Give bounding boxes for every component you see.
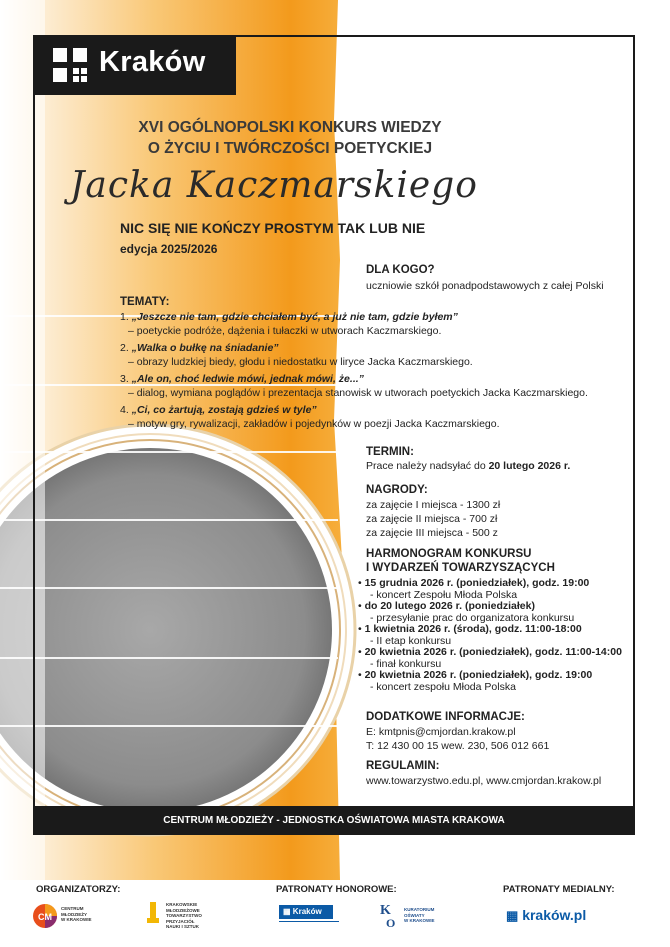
svg-text:CM: CM — [38, 912, 52, 922]
krakow-logo — [33, 35, 236, 95]
ko-line: KURATORIUM — [404, 907, 435, 912]
krakow-grid-icon — [53, 48, 87, 82]
schedule-item: • 20 kwietnia 2026 r. (poniedziałek), godz. 11:00-14:00 - finał konkursu — [358, 646, 622, 670]
harmonogram-heading-line-2: I WYDARZEŃ TOWARZYSZĄCYCH — [366, 562, 555, 574]
topic-item — [120, 310, 590, 338]
termin-date: 20 lutego 2026 r. — [488, 460, 571, 472]
topic-number: 4. — [120, 404, 129, 416]
schedule-item: • 1 kwietnia 2026 r. (środa), godz. 11:00-18:00 - II etap konkursu — [358, 623, 582, 647]
schedule-item: • 15 grudnia 2026 r. (poniedziałek), godz. 19:00 - koncert Zespołu Młoda Polska — [358, 577, 590, 601]
topic-desc: – motyw gry, rywalizacji, zakładów i pojedynków w poezji Jacka Kaczmarskiego. — [128, 418, 500, 430]
topic-item — [120, 403, 590, 431]
topic-number: 3. — [120, 373, 129, 385]
topic-number: 2. — [120, 342, 129, 354]
termin-heading: TERMIN: — [366, 446, 414, 458]
regulamin-links[interactable]: www.towarzystwo.edu.pl, www.cmjordan.krakow.pl — [366, 775, 602, 787]
kmtpnis-torch-icon — [146, 900, 160, 924]
termin-prefix: Prace należy nadsyłać do — [366, 460, 489, 472]
kmtpnis-logo — [146, 900, 202, 929]
ktm-line: PRZYJACIÓŁ — [166, 918, 195, 924]
contact-phone: T: 12 430 00 15 wew. 230, 506 012 661 — [366, 740, 550, 752]
contact-email[interactable]: E: kmtpnis@cmjordan.krakow.pl — [366, 726, 516, 738]
ktm-line: TOWARZYSTWO — [166, 913, 202, 918]
schedule-list — [358, 578, 622, 693]
harmonogram-heading-line-1: HARMONOGRAM KONKURSU — [366, 548, 532, 560]
kuratorium-logo — [378, 901, 435, 934]
ktm-line: NAUKI I SZTUK — [166, 924, 199, 929]
dla-kogo-text: uczniowie szkół ponadpodstawowych z całej Polski — [366, 280, 604, 292]
schedule-desc: - przesyłanie prac do organizatora konkursu — [370, 611, 575, 624]
krakow-pl-grid-icon: ▦ — [506, 908, 519, 923]
topic-title: „Jeszcze nie tam, gdzie chciałem być, a już nie tam, gdzie byłem” — [131, 311, 458, 323]
topic-desc: – poetyckie podróże, dążenia i tułaczki w utworach Kaczmarskiego. — [128, 325, 442, 337]
subtitle: NIC SIĘ NIE KOŃCZY PROSTYM TAK LUB NIE — [120, 220, 426, 236]
schedule-desc: - koncert Zespołu Młoda Polska — [370, 588, 518, 601]
dla-kogo-heading: DLA KOGO? — [366, 264, 435, 276]
topic-desc: – dialog, wymiana poglądów i prezentacja stanowisk w utworach poetyckich Jacka Kaczmarskiego. — [128, 387, 588, 399]
cm-line: W KRAKOWIE — [61, 917, 92, 922]
ktm-line: MŁODZIEŻOWE — [166, 907, 200, 913]
schedule-date: 1 kwietnia 2026 r. (środa), godz. 11:00-18:00 — [364, 623, 582, 635]
schedule-date: 20 kwietnia 2026 r. (poniedziałek), godz. 11:00-14:00 — [364, 646, 622, 658]
topic-number: 1. — [120, 311, 129, 323]
title-line-2: O ŻYCIU I TWÓRCZOŚCI POETYCKIEJ — [147, 140, 433, 157]
ko-line: OŚWIATY — [404, 912, 425, 918]
topic-title: „Ale on, choć ledwie mówi, jednak mówi, że...” — [131, 373, 364, 385]
schedule-desc: - II etap konkursu — [370, 634, 452, 647]
harmonogram-heading — [366, 547, 555, 575]
svg-text:K: K — [380, 903, 391, 918]
topic-item — [120, 372, 590, 400]
schedule-date: do 20 lutego 2026 r. (poniedziałek) — [364, 600, 535, 612]
prize-item: za zajęcie III miejsca - 500 z — [366, 527, 498, 539]
termin-text — [366, 459, 570, 473]
title-line-1: XVI OGÓLNOPOLSKI KONKURS WIEDZY — [138, 119, 442, 136]
topic-title: „Walka o bułkę na śniadanie” — [131, 342, 279, 354]
ko-emblem-icon — [378, 901, 400, 929]
organizatorzy-heading: ORGANIZATORZY: — [36, 884, 121, 895]
edition: edycja 2025/2026 — [120, 242, 218, 256]
tematy-heading: TEMATY: — [120, 296, 170, 308]
schedule-item: • do 20 lutego 2026 r. (poniedziałek) - przesyłanie prac do organizatora konkursu — [358, 600, 575, 624]
svg-text:O: O — [386, 916, 396, 929]
cm-line: MŁODZIEŻY — [61, 911, 87, 917]
patronaty-medialny-heading: PATRONATY MEDIALNY: — [503, 884, 615, 895]
name-script: Jacka Kaczmarskiego — [70, 165, 478, 206]
dodatkowe-heading: DODATKOWE INFORMACJE: — [366, 711, 525, 723]
krakow-pl-logo — [506, 907, 586, 924]
prize-item: za zajęcie II miejsca - 700 zł — [366, 513, 498, 525]
topic-item — [120, 341, 590, 369]
cm-line: CENTRUM — [61, 906, 84, 911]
krakow-honorary-underline — [279, 921, 339, 926]
prize-item: za zajęcie I miejsca - 1300 zł — [366, 499, 501, 511]
regulamin-heading: REGULAMIN: — [366, 760, 440, 772]
ko-line: W KRAKOWIE — [404, 918, 435, 923]
centrum-mlodziezy-logo — [32, 903, 92, 934]
topic-desc: – obrazy ludzkiej biedy, głodu i niedostatku w liryce Jacka Kaczmarskiego. — [128, 356, 473, 368]
schedule-date: 15 grudnia 2026 r. (poniedziałek), godz. 19:00 — [364, 577, 590, 589]
tematy-list — [120, 310, 590, 431]
schedule-desc: - finał konkursu — [370, 657, 442, 670]
logo-text: Kraków — [99, 46, 206, 78]
krakow-honorary-logo — [279, 905, 333, 919]
schedule-desc: - koncert zespołu Młoda Polska — [370, 680, 516, 693]
nagrody-list — [366, 498, 500, 540]
schedule-date: 20 kwietnia 2026 r. (poniedziałek), godz. 19:00 — [364, 669, 593, 681]
krakow-grid-icon: ▦ — [283, 907, 291, 916]
krakow-pl-text: kraków.pl — [522, 907, 587, 923]
footer-bar: CENTRUM MŁODZIEŻY - JEDNOSTKA OŚWIATOWA MIASTA KRAKOWA — [33, 806, 635, 835]
patronaty-honorowe-heading: PATRONATY HONOROWE: — [276, 884, 397, 895]
topic-title: „Ci, co żartują, zostają gdzieś w tyle” — [131, 404, 317, 416]
cm-circle-icon — [32, 903, 58, 929]
ktm-line: KRAKOWSKIE — [166, 902, 198, 907]
nagrody-heading: NAGRODY: — [366, 484, 428, 496]
krakow-honorary-text: Kraków — [292, 907, 322, 916]
schedule-item: • 20 kwietnia 2026 r. (poniedziałek), godz. 19:00 - koncert zespołu Młoda Polska — [358, 669, 593, 693]
